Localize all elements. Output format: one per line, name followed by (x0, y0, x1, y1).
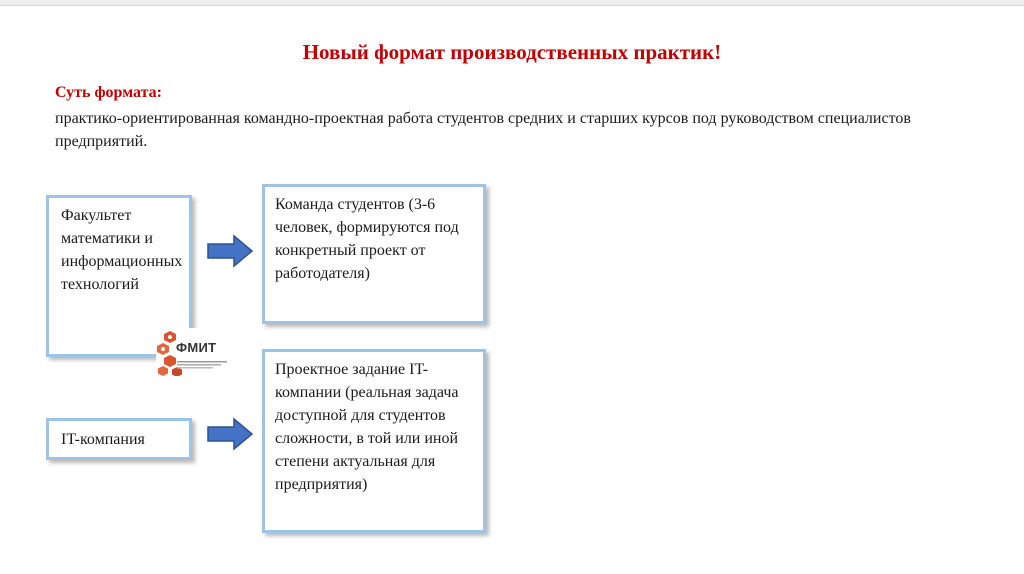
faculty-label: Факультет математики и информационных технологий (61, 207, 183, 293)
format-heading: Суть формата: (55, 84, 162, 101)
arrow-right-icon (206, 234, 254, 268)
it-company-box (46, 418, 192, 460)
it-company-label: IT-компания (61, 431, 145, 448)
fmit-logo (156, 328, 232, 376)
format-description: практико-ориентированная командно-проектная работа студентов средних и старших курсов под руководством специалистов предприятий. (55, 110, 911, 150)
top-rule (0, 0, 1024, 6)
project-task-label: Проектное задание IT-компании (реальная задача доступной для студентов сложности, в той или иной степени актуальная для предприятия) (275, 361, 459, 493)
student-team-label: Команда студентов (3-6 человек, формируются под конкретный проект от работодателя) (275, 196, 459, 282)
arrow-right-icon (206, 417, 254, 451)
logo-text: ФМИТ (176, 340, 217, 355)
student-team-box (262, 184, 486, 324)
project-task-box (262, 349, 486, 533)
slide-title: Новый формат производственных практик! (302, 40, 722, 64)
